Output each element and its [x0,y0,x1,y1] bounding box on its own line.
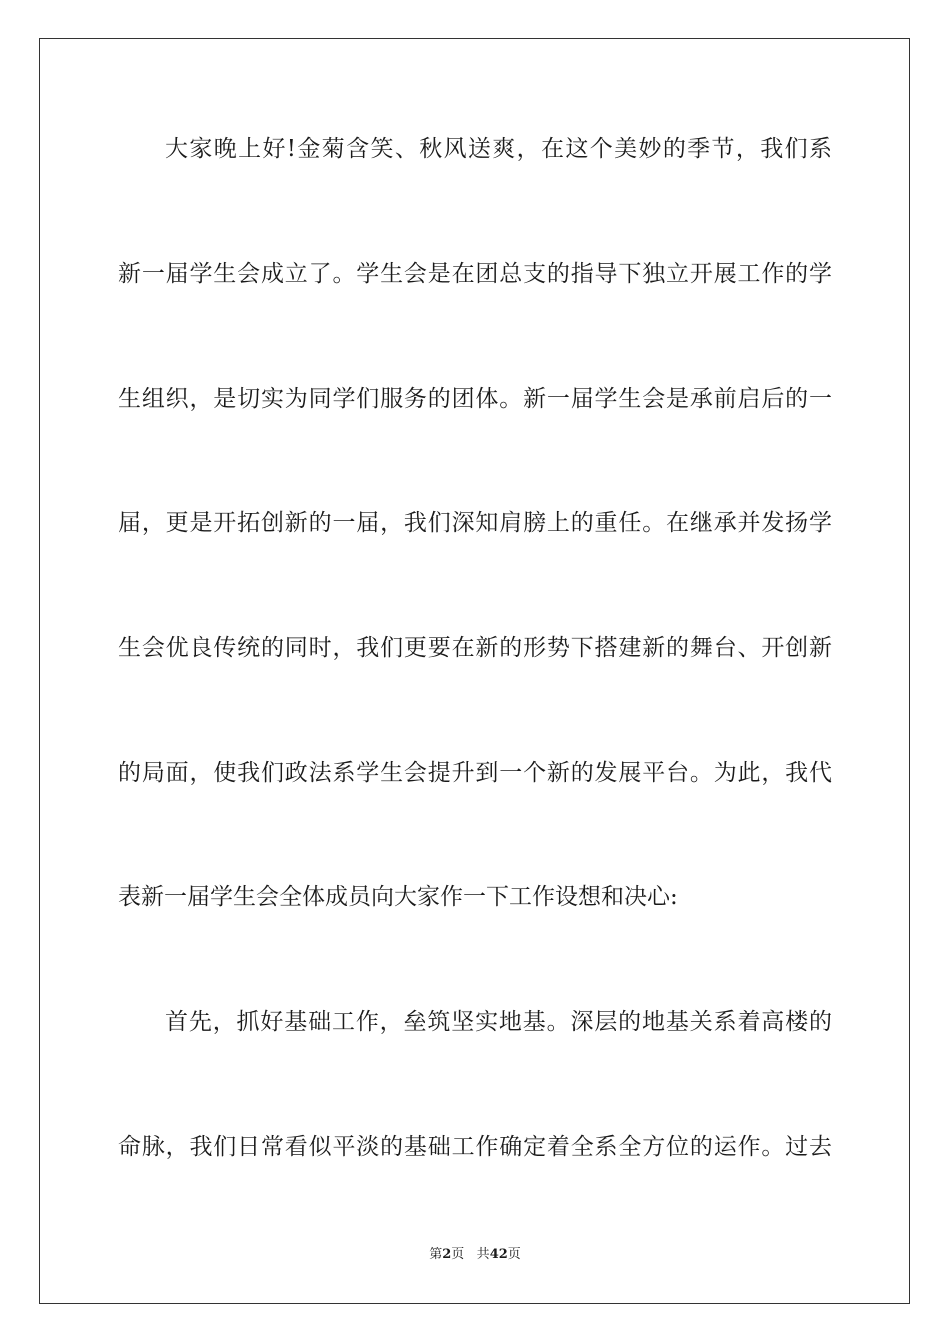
total-prefix: 共 [476,1247,490,1262]
page-current: 2 [442,1247,452,1262]
page-unit: 页 [451,1247,465,1262]
paragraph-line: 生会优良传统的同时，我们更要在新的形势下搭建新的舞台、开创新 [118,635,832,661]
paragraph-line: 命脉，我们日常看似平淡的基础工作确定着全系全方位的运作。过去 [118,1134,832,1160]
paragraph-line: 新一届学生会成立了。学生会是在团总支的指导下独立开展工作的学 [118,261,832,287]
page-prefix: 第 [429,1247,443,1262]
paragraph-line: 表新一届学生会全体成员向大家作一下工作设想和决心: [118,884,678,910]
paragraph-line: 大家晚上好!金菊含笑、秋风送爽，在这个美妙的季节，我们系 [165,136,832,162]
page-footer [0,1245,950,1265]
paragraph-line: 的局面，使我们政法系学生会提升到一个新的发展平台。为此，我代 [118,760,832,786]
paragraph-line: 首先，抓好基础工作，垒筑坚实地基。深层的地基关系着高楼的 [165,1009,832,1035]
page-total: 42 [489,1247,508,1262]
paragraph-line: 届，更是开拓创新的一届，我们深知肩膀上的重任。在继承并发扬学 [118,510,832,536]
page-border [39,38,910,1304]
total-unit: 页 [507,1247,521,1262]
paragraph-line: 生组织，是切实为同学们服务的团体。新一届学生会是承前启后的一 [118,386,832,412]
